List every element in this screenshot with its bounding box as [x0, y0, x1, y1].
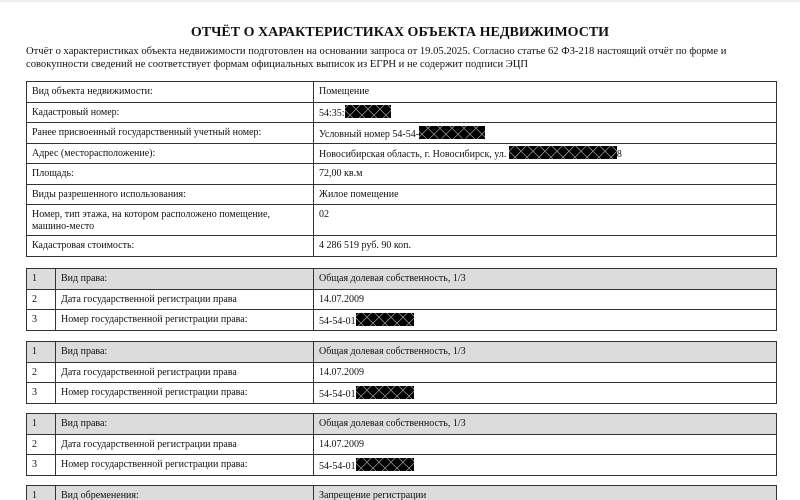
top-edge-strip — [0, 0, 800, 2]
registration-number-prefix: 54-54-01 — [319, 315, 356, 327]
table-row — [27, 205, 777, 236]
row-number: 1 — [27, 342, 56, 363]
address-prefix: Новосибирская область, г. Новосибирск, ул. — [319, 149, 509, 161]
row-value — [314, 310, 777, 331]
encumbrance-table — [26, 485, 777, 500]
table-row — [27, 414, 777, 435]
table-row — [27, 164, 777, 185]
row-label: Дата государственной регистрации права — [56, 362, 314, 383]
row-label: Дата государственной регистрации права — [56, 434, 314, 455]
row-number: 1 — [27, 414, 56, 435]
redaction-block — [356, 313, 414, 326]
table-row — [27, 383, 777, 404]
row-label: Номер государственной регистрации права: — [56, 310, 314, 331]
row-value — [314, 102, 777, 123]
table-row — [27, 289, 777, 310]
rights-table — [26, 268, 777, 331]
row-value: Общая долевая собственность, 1/3 — [314, 414, 777, 435]
table-row — [27, 102, 777, 123]
row-label: Вид права: — [56, 342, 314, 363]
row-value — [314, 383, 777, 404]
registration-number-prefix: 54-54-01 — [319, 460, 356, 472]
row-value: 14.07.2009 — [314, 362, 777, 383]
table-row — [27, 269, 777, 290]
property-table — [26, 81, 777, 257]
row-value: Общая долевая собственность, 1/3 — [314, 269, 777, 290]
table-row — [27, 82, 777, 103]
address-suffix: 8 — [616, 149, 622, 161]
table-row — [27, 123, 777, 144]
row-value: 02 — [314, 205, 777, 236]
row-label: Номер государственной регистрации права: — [56, 383, 314, 404]
row-number: 1 — [27, 269, 56, 290]
row-label: Ранее присвоенный государственный учетный номер: — [27, 123, 314, 144]
intro-paragraph: Отчёт о характеристиках объекта недвижимости подготовлен на основании запроса от 19.05.2025. Согласно статье 62 ФЗ-218 настоящий отчёт по форме и совокупности сведений не соответствует формам официальных выписок из ЕГРН и не содержит подписи ЭЦП — [26, 46, 727, 70]
row-number: 2 — [27, 434, 56, 455]
row-label: Вид права: — [56, 269, 314, 290]
redaction-block — [509, 146, 617, 159]
table-row — [27, 362, 777, 383]
table-row — [27, 310, 777, 331]
table-row — [27, 143, 777, 164]
row-value: 72,00 кв.м — [314, 164, 777, 185]
redaction-block — [356, 386, 414, 399]
row-label: Кадастровая стоимость: — [27, 236, 314, 257]
row-number: 2 — [27, 362, 56, 383]
row-value — [314, 455, 777, 476]
row-number: 3 — [27, 383, 56, 404]
row-number: 1 — [27, 486, 56, 500]
row-number: 2 — [27, 289, 56, 310]
row-value: Запрещение регистрации — [314, 486, 777, 500]
conditional-number-prefix: Условный номер 54-54- — [319, 128, 420, 140]
registration-number-prefix: 54-54-01 — [319, 388, 356, 400]
row-value — [314, 123, 777, 144]
row-label: Вид права: — [56, 414, 314, 435]
row-label: Вид объекта недвижимости: — [27, 82, 314, 103]
row-value: Общая долевая собственность, 1/3 — [314, 342, 777, 363]
redaction-block — [419, 126, 485, 139]
cadastral-number-prefix: 54:35: — [319, 108, 345, 120]
row-value: 14.07.2009 — [314, 289, 777, 310]
redaction-block — [356, 458, 414, 471]
row-value: Жилое помещение — [314, 184, 777, 205]
row-label: Виды разрешенного использования: — [27, 184, 314, 205]
row-label: Вид обременения: — [56, 486, 314, 500]
table-row — [27, 342, 777, 363]
table-row — [27, 455, 777, 476]
row-value: 14.07.2009 — [314, 434, 777, 455]
table-row — [27, 184, 777, 205]
row-label: Адрес (месторасположение): — [27, 143, 314, 164]
redaction-block — [345, 105, 391, 118]
row-number: 3 — [27, 455, 56, 476]
rights-table — [26, 341, 777, 404]
row-value — [314, 143, 777, 164]
row-label: Номер, тип этажа, на котором расположено помещение, машино-место — [27, 205, 314, 236]
table-row — [27, 486, 777, 500]
row-label: Дата государственной регистрации права — [56, 289, 314, 310]
page-title: ОТЧЁТ О ХАРАКТЕРИСТИКАХ ОБЪЕКТА НЕДВИЖИМОСТИ — [190, 25, 610, 40]
row-value: Помещение — [314, 82, 777, 103]
table-row — [27, 236, 777, 257]
row-number: 3 — [27, 310, 56, 331]
row-value: 4 286 519 руб. 90 коп. — [314, 236, 777, 257]
table-row — [27, 434, 777, 455]
row-label: Номер государственной регистрации права: — [56, 455, 314, 476]
rights-table — [26, 413, 777, 476]
row-label: Площадь: — [27, 164, 314, 185]
row-label: Кадастровый номер: — [27, 102, 314, 123]
